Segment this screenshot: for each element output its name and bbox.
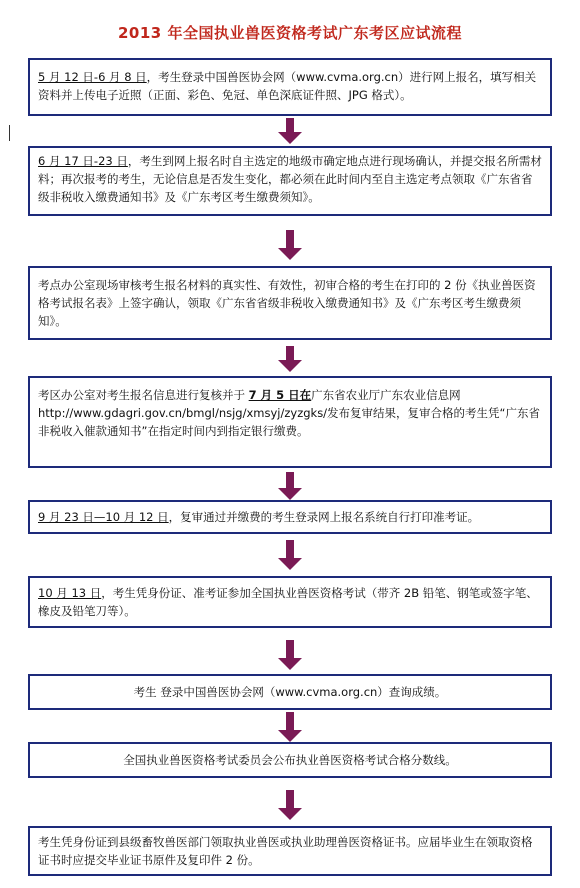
- step-2-date: 6 月 17 日-23 日: [38, 154, 128, 168]
- step-4-box: [28, 376, 552, 468]
- step-5-date: 9 月 23 日—10 月 12 日: [38, 510, 169, 524]
- step-1-date: 5 月 12 日-6 月 8 日: [38, 70, 147, 84]
- step-8-box: [28, 742, 552, 778]
- text-cursor: [9, 125, 10, 141]
- flow-arrow-2: [278, 230, 302, 260]
- step-1-text: ，考生登录中国兽医协会网（www.cvma.org.cn）进行网上报名，填写相关资料并上传电子近照（正面、彩色、免冠、单色深底证件照、JPG 格式）。: [38, 70, 537, 102]
- step-7-text: 考生 登录中国兽医协会网（www.cvma.org.cn）查询成绩。: [133, 685, 447, 699]
- flow-arrow-6: [278, 640, 302, 670]
- step-1-box: [28, 58, 552, 116]
- step-9-box: [28, 826, 552, 876]
- step-6-text: ，考生凭身份证、准考证参加全国执业兽医资格考试（带齐 2B 铅笔、钢笔或签字笔、橡皮及铅笔刀等）。: [38, 586, 538, 618]
- step-2-text: ，考生到网上报名时自主选定的地级市确定地点进行现场确认，并提交报名所需材料；再次报考的考生，无论信息是否发生变化，都必须在此时间内至自主选定考点领取《广东省省级非税收入缴费通知书》及《广东考区考生缴费须知》。: [38, 154, 542, 204]
- step-6-box: [28, 576, 552, 628]
- step-4-pre: 考区办公室对考生报名信息进行复核并于: [38, 388, 249, 402]
- flow-arrow-7: [278, 712, 302, 742]
- page-title: 2013 年全国执业兽医资格考试广东考区应试流程: [118, 24, 462, 42]
- step-8-text: 全国执业兽医资格考试委员会公布执业兽医资格考试合格分数线。: [123, 753, 457, 767]
- step-4-text: 广东省农业厅广东农业信息网 http://www.gdagri.gov.cn/bmgl/nsjg/xmsyj/zyzgks/发布复审结果，复审合格的考生凭“广东省非税收入催款通知书”在指定时间内到指定银行缴费。: [38, 388, 541, 438]
- flow-arrow-8: [278, 790, 302, 820]
- step-9-text: 考生凭身份证到县级畜牧兽医部门领取执业兽医或执业助理兽医资格证书。应届毕业生在领取资格证书时应提交毕业证书原件及复印件 2 份。: [38, 835, 533, 867]
- flow-arrow-3: [278, 346, 302, 372]
- flow-arrow-1: [278, 118, 302, 144]
- flow-arrow-4: [278, 472, 302, 500]
- step-5-text: ，复审通过并缴费的考生登录网上报名系统自行打印准考证。: [168, 510, 480, 524]
- step-5-box: [28, 500, 552, 534]
- step-4-date: 7 月 5 日在: [248, 388, 312, 402]
- step-2-box: [28, 146, 552, 216]
- flow-arrow-5: [278, 540, 302, 570]
- step-7-box: [28, 674, 552, 710]
- step-3-text: 考点办公室现场审核考生报名材料的真实性、有效性，初审合格的考生在打印的 2 份《执业兽医资格考试报名表》上签字确认，领取《广东省省级非税收入缴费通知书》及《广东考区考生缴费须知》。: [38, 278, 536, 328]
- step-6-date: 10 月 13 日: [38, 586, 102, 600]
- step-3-box: [28, 266, 552, 340]
